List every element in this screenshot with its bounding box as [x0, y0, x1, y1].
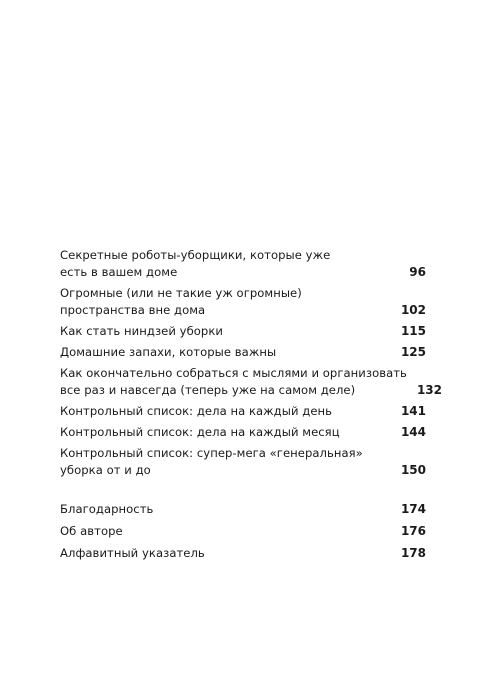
- toc-entry-title: [60, 323, 401, 340]
- toc-entry: [60, 403, 426, 420]
- toc-entry-title-line: Контрольный список: супер-мега «генеральная»: [60, 446, 363, 460]
- toc-entry-title-line: есть в вашем доме: [60, 265, 178, 279]
- toc-entry-title-line: уборка от и до: [60, 463, 151, 477]
- toc-entry: [60, 545, 426, 562]
- toc-entry-page: 125: [400, 345, 426, 359]
- toc-entry-page: 115: [400, 324, 426, 338]
- toc-entry-page: 176: [400, 524, 426, 538]
- toc-entry-title: [60, 523, 401, 540]
- toc-entry-page: 141: [400, 404, 426, 418]
- toc-entry-title-line: Домашние запахи, которые важны: [60, 345, 277, 359]
- toc-entry-title: [60, 403, 401, 420]
- toc-entry-title-line: Как стать ниндзей уборки: [60, 324, 223, 338]
- toc-entry: [60, 344, 426, 361]
- toc-back-matter: [60, 501, 426, 562]
- toc-entry-title: [60, 545, 401, 562]
- toc-entry: [60, 247, 426, 281]
- toc-entry-title-line: Огромные (или не такие уж огромные): [60, 286, 302, 300]
- toc-entry-title: [60, 445, 401, 479]
- table-of-contents: [60, 247, 442, 567]
- toc-entry-title-line: Об авторе: [60, 524, 123, 538]
- toc-entry: [60, 523, 426, 540]
- toc-entry-title: [60, 501, 401, 518]
- section-spacer: [60, 483, 426, 501]
- toc-entry-page: 132: [416, 383, 442, 397]
- toc-entry-title-line: Контрольный список: дела на каждый день: [60, 404, 333, 418]
- toc-entry-page: 144: [400, 425, 426, 439]
- toc-entry-title-line: Как окончательно собраться с мыслями и организовать: [60, 366, 407, 380]
- toc-entry-title-line: Алфавитный указатель: [60, 546, 205, 560]
- toc-entry-title-line: пространства вне дома: [60, 303, 206, 317]
- toc-entry: [60, 365, 442, 399]
- toc-entry-title-line: Благодарность: [60, 502, 154, 516]
- toc-entry-page: 150: [400, 463, 426, 477]
- toc-chapters: [60, 247, 442, 479]
- toc-entry-title-line: все раз и навсегда (теперь уже на самом деле): [60, 383, 356, 397]
- toc-entry: [60, 424, 426, 441]
- toc-entry-title-line: Контрольный список: дела на каждый месяц: [60, 425, 340, 439]
- toc-entry: [60, 323, 426, 340]
- toc-entry-title: [60, 247, 409, 281]
- toc-entry-title: [60, 285, 401, 319]
- toc-entry-title: [60, 424, 401, 441]
- toc-entry-page: 178: [400, 546, 426, 560]
- toc-entry: [60, 501, 426, 518]
- toc-entry: [60, 445, 426, 479]
- toc-entry-title: [60, 365, 417, 399]
- toc-entry-title-line: Секретные роботы-уборщики, которые уже: [60, 248, 331, 262]
- toc-entry-page: 174: [400, 502, 426, 516]
- toc-entry: [60, 285, 426, 319]
- toc-entry-page: 96: [409, 265, 426, 279]
- toc-entry-page: 102: [400, 303, 426, 317]
- toc-entry-title: [60, 344, 401, 361]
